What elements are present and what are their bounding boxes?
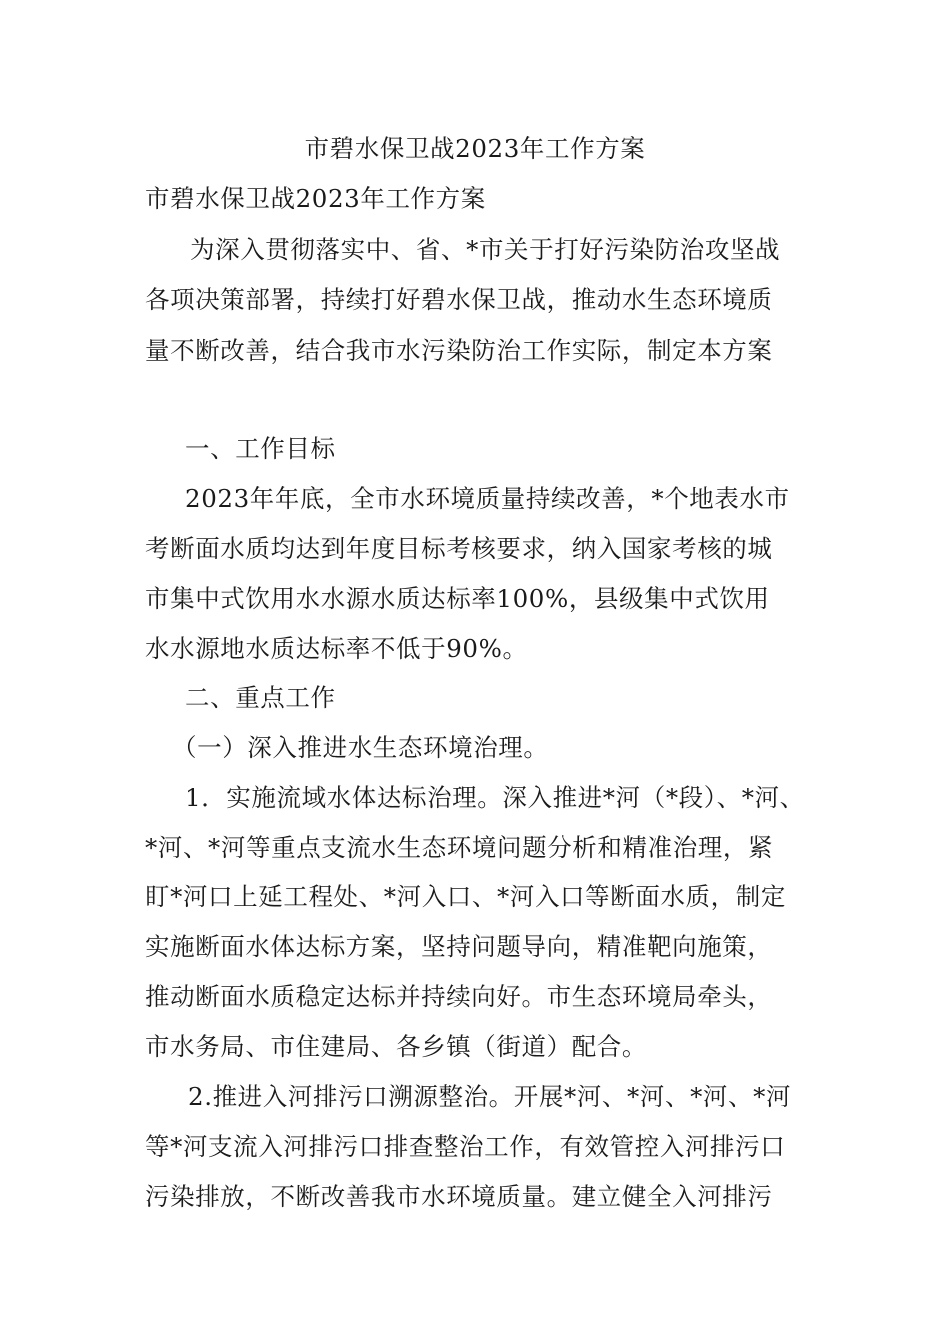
section-1-line-3: 市集中式饮用水水源水质达标率100%，县级集中式饮用 <box>145 584 770 613</box>
intro-line-1: 为深入贯彻落实中、省、*市关于打好污染防治攻坚战 <box>190 235 781 264</box>
intro-line-3: 量不断改善，结合我市水污染防治工作实际，制定本方案 <box>145 336 773 365</box>
item-2-line-3: 污染排放，不断改善我市水环境质量。建立健全入河排污 <box>145 1182 773 1211</box>
item-1-line-3: 盯*河口上延工程处、*河入口、*河入口等断面水质，制定 <box>145 882 786 911</box>
section-1-line-1: 2023年年底，全市水环境质量持续改善，*个地表水市 <box>185 484 790 513</box>
item-1-line-1: 1．实施流域水体达标治理。深入推进*河（*段）、*河、 <box>185 783 805 812</box>
subsection-1-heading: （一）深入推进水生态环境治理。 <box>172 733 549 762</box>
section-1-line-4: 水水源地水质达标率不低于90%。 <box>145 634 528 663</box>
document-title: 市碧水保卫战2023年工作方案 <box>304 134 646 163</box>
intro-line-2: 各项决策部署，持续打好碧水保卫战，推动水生态环境质 <box>145 285 773 314</box>
item-1-line-5: 推动断面水质稳定达标并持续向好。市生态环境局牵头， <box>145 982 773 1011</box>
item-1-line-2: *河、*河等重点支流水生态环境问题分析和精准治理，紧 <box>145 833 774 862</box>
section-1-line-2: 考断面水质均达到年度目标考核要求，纳入国家考核的城 <box>145 534 773 563</box>
item-1-line-4: 实施断面水体达标方案，坚持问题导向，精准靶向施策， <box>145 932 773 961</box>
section-1-heading: 一、工作目标 <box>185 434 336 463</box>
item-2-line-2: 等*河支流入河排污口排查整治工作，有效管控入河排污口 <box>145 1132 786 1161</box>
document-subtitle: 市碧水保卫战2023年工作方案 <box>145 184 486 213</box>
item-2-line-1: 2.推进入河排污口溯源整治。开展*河、*河、*河、*河 <box>188 1082 792 1111</box>
item-1-line-6: 市水务局、市住建局、各乡镇（街道）配合。 <box>145 1032 647 1061</box>
section-2-heading: 二、重点工作 <box>185 683 336 712</box>
